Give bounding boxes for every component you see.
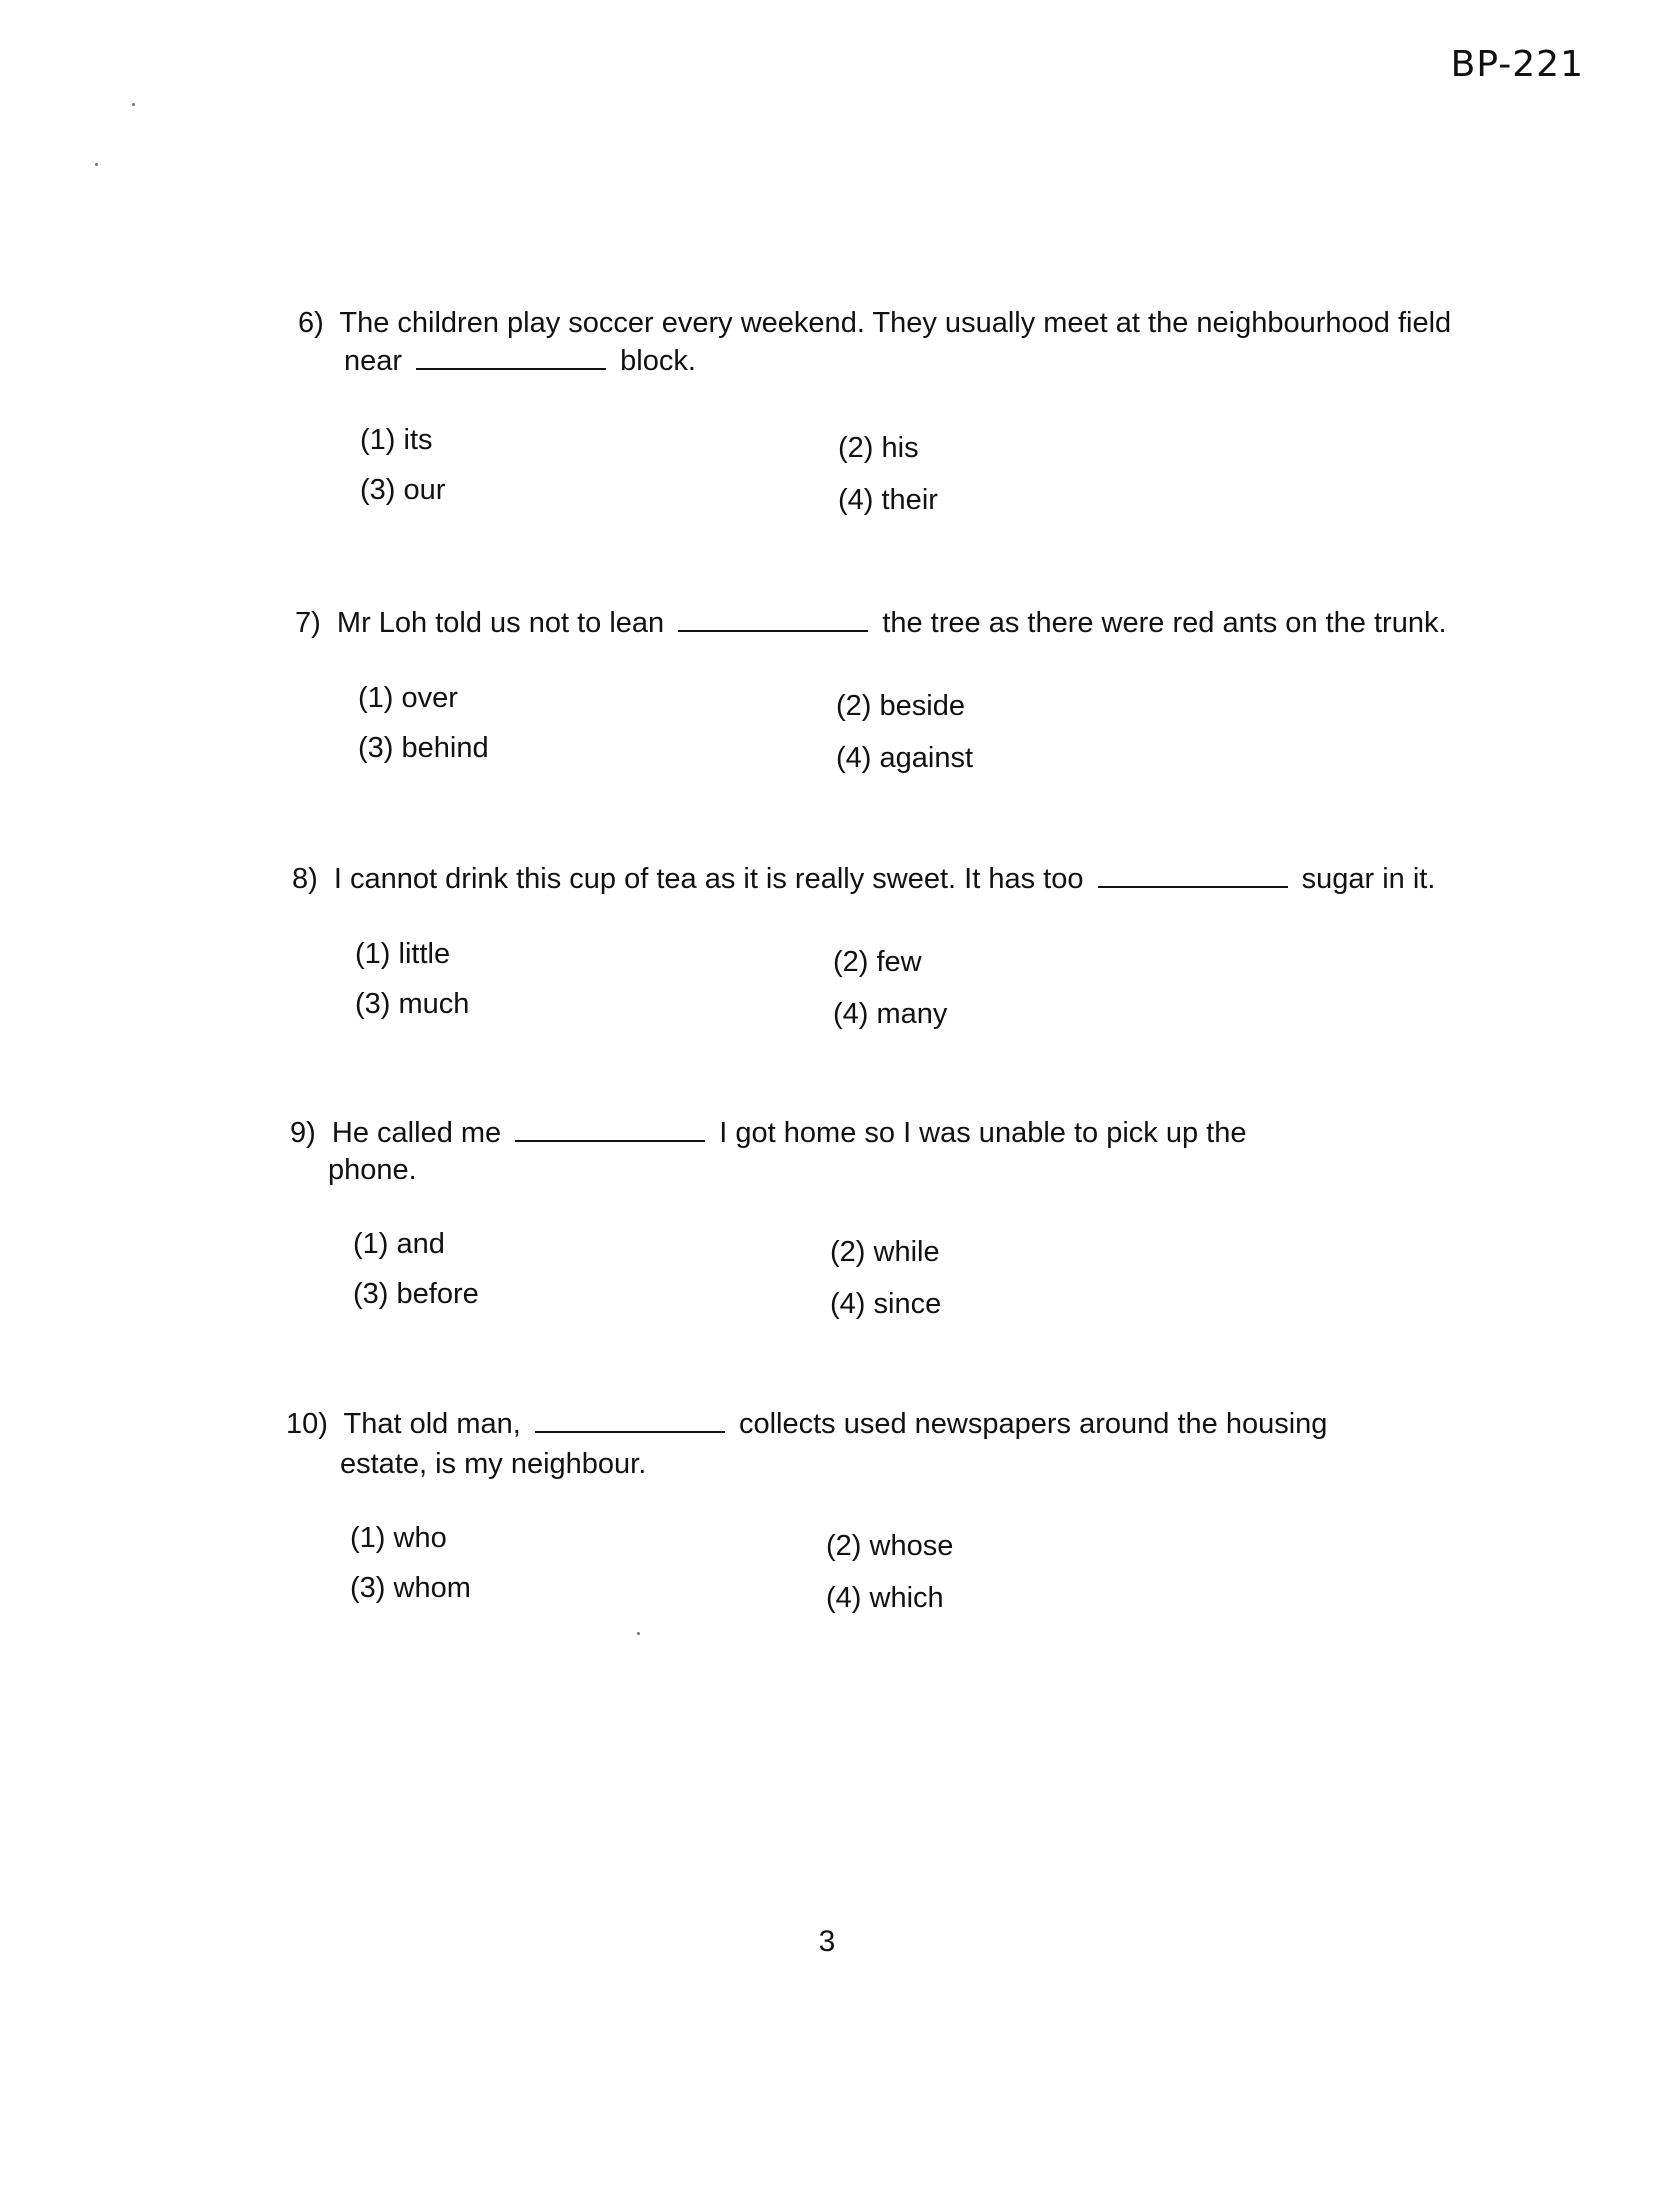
option-2: (2) few <box>833 946 922 978</box>
option-4: (4) since <box>830 1288 942 1320</box>
answer-blank <box>1098 860 1288 888</box>
question-number: 9) <box>290 1117 316 1149</box>
question-line <box>290 1114 1246 1151</box>
question-text: He called me <box>331 1117 502 1149</box>
option-3: (3) whom <box>350 1572 471 1604</box>
question-line <box>295 604 1447 641</box>
question-text: the tree as there were red ants on the trunk. <box>882 607 1447 639</box>
option-1: (1) who <box>350 1522 447 1554</box>
question-line <box>298 305 1451 341</box>
scan-speck <box>637 1632 640 1635</box>
option-4: (4) many <box>833 998 948 1030</box>
scan-speck <box>95 163 98 166</box>
question-text: collects used newspapers around the housing <box>738 1408 1328 1440</box>
question-line-2: phone. <box>328 1154 417 1186</box>
option-1: (1) and <box>353 1228 445 1260</box>
question-text: That old man, <box>343 1408 521 1440</box>
question-text: I cannot drink this cup of tea as it is really sweet. It has too <box>333 863 1084 895</box>
option-3: (3) behind <box>358 732 489 764</box>
question-line-2: estate, is my neighbour. <box>340 1448 647 1480</box>
question-text: The children play soccer every weekend. They usually meet at the neighbourhood field <box>339 307 1452 339</box>
question-line-2 <box>344 342 696 379</box>
option-1: (1) over <box>358 682 458 714</box>
question-number: 10) <box>286 1408 328 1440</box>
question-line <box>286 1405 1327 1442</box>
page-number: 3 <box>818 1925 836 1958</box>
answer-blank <box>416 342 606 370</box>
question-text: sugar in it. <box>1301 863 1436 895</box>
answer-blank <box>678 604 868 632</box>
answer-blank <box>535 1405 725 1433</box>
answer-blank <box>515 1114 705 1142</box>
option-2: (2) while <box>830 1236 940 1268</box>
option-2: (2) beside <box>836 690 965 722</box>
question-text: I got home so I was unable to pick up the <box>719 1117 1247 1149</box>
option-3: (3) before <box>353 1278 479 1310</box>
option-4: (4) against <box>836 742 974 774</box>
question-number: 7) <box>295 607 321 639</box>
option-2: (2) whose <box>826 1530 954 1562</box>
question-text: near <box>344 345 403 377</box>
option-4: (4) which <box>826 1582 944 1614</box>
question-line <box>292 860 1435 897</box>
question-text: Mr Loh told us not to lean <box>336 607 665 639</box>
question-text: block. <box>620 345 696 377</box>
option-3: (3) much <box>355 988 470 1020</box>
option-2: (2) his <box>838 432 919 464</box>
scan-speck <box>132 103 135 106</box>
option-1: (1) its <box>360 424 433 456</box>
option-1: (1) little <box>355 938 451 970</box>
option-4: (4) their <box>838 484 938 516</box>
page-code: BP-221 <box>1450 44 1584 85</box>
question-number: 8) <box>292 863 318 895</box>
question-number: 6) <box>298 307 324 339</box>
option-3: (3) our <box>360 474 446 506</box>
